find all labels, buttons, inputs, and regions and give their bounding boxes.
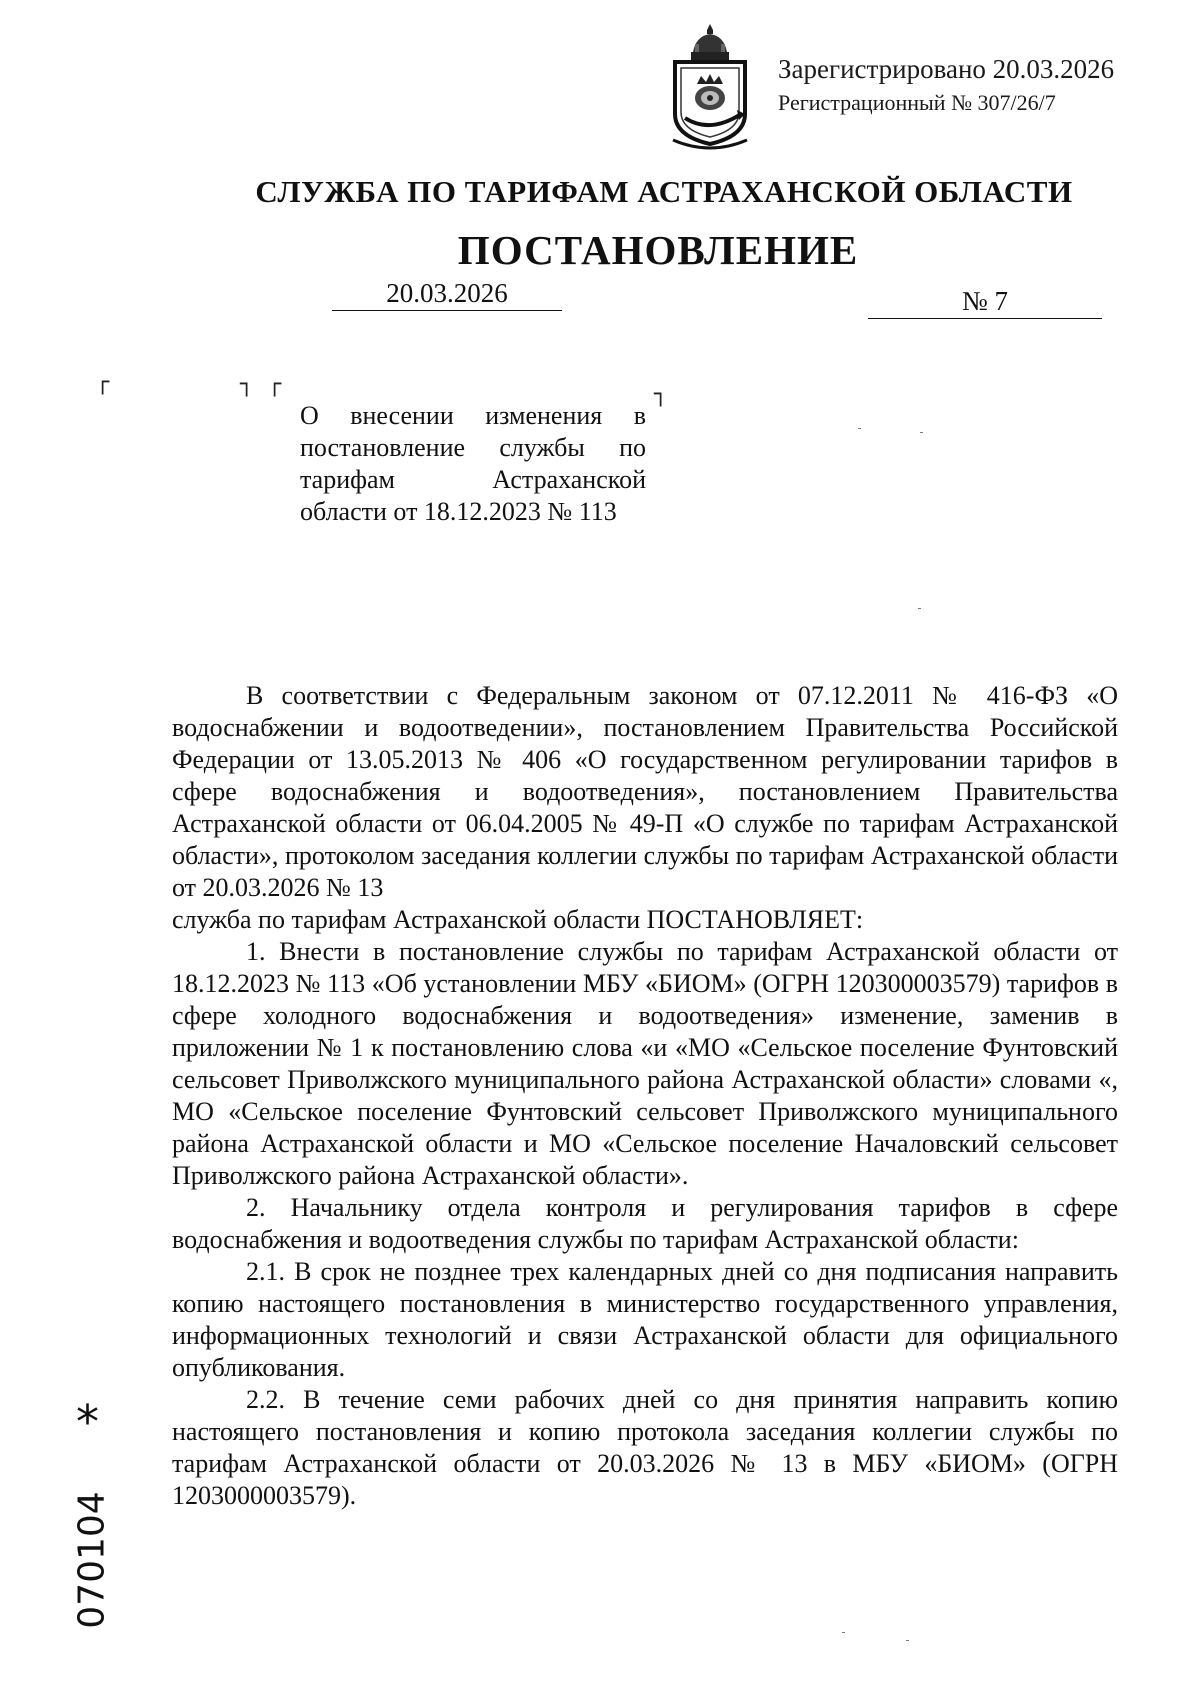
resolves-line: служба по тарифам Астраханской области ПОСТАНОВЛЯЕТ:	[172, 905, 864, 934]
scan-speck	[906, 1640, 909, 1641]
document-date: 20.03.2026	[332, 276, 562, 311]
clause-2-2: 2.2. В течение семи рабочих дней со дня принятия направить копию настоящего постановления и копию протокола заседания коллегии службы по тарифам Астраханской области от 20.03.2026 № 13 в МБУ «БИОМ» (ОГРН 1203000003579).	[172, 1385, 1118, 1510]
corner-mark-top-left: ┌	[96, 370, 110, 395]
corner-mark-top-right-b: ┐	[654, 382, 668, 407]
coat-of-arms-emblem	[663, 22, 757, 154]
document-body	[172, 680, 1118, 1512]
asterisk-mark: *	[76, 1395, 99, 1449]
corner-mark-top-left-b: ┌	[268, 372, 282, 397]
registration-number: Регистрационный № 307/26/7	[778, 90, 1056, 115]
registration-date: Зарегистрировано 20.03.2026	[778, 54, 1115, 84]
document-number: № 7	[868, 284, 1102, 319]
scan-speck	[918, 608, 921, 609]
scan-speck	[842, 1632, 845, 1633]
stamp-code: 070104	[71, 1491, 113, 1629]
scan-speck	[920, 432, 923, 433]
agency-name: СЛУЖБА ПО ТАРИФАМ АСТРАХАНСКОЙ ОБЛАСТИ	[255, 174, 1073, 209]
document-subject: О внесении изменения в постановление службы по тарифам Астраханской области от 18.12.2023 № 113	[300, 401, 646, 526]
preamble-paragraph: В соответствии с Федеральным законом от 07.12.2011 № 416-ФЗ «О водоснабжении и водоотведении», постановлением Правительства Российской Федерации от 13.05.2013 № 406 «О государственном регулировании тарифов в сфере водоснабжения и водоотведения», постановлением Правительства Астраханской области от 06.04.2005 № 49-П «О службе по тарифам Астраханской области», протоколом заседания коллегии службы по тарифам Астраханской области от 20.03.2026 № 13	[172, 681, 1118, 902]
corner-mark-top-right-a: ┐	[240, 372, 254, 397]
clause-2: 2. Начальнику отдела контроля и регулирования тарифов в сфере водоснабжения и водоотведения службы по тарифам Астраханской области:	[172, 1193, 1118, 1254]
document-type-title: ПОСТАНОВЛЕНИЕ	[457, 227, 859, 273]
clause-1: 1. Внести в постановление службы по тарифам Астраханской области от 18.12.2023 № 113 «Об установлении МБУ «БИОМ» (ОГРН 120300003579) тарифов в сфере холодного водоснабжения и водоотведения» изменение, заменив в приложении № 1 к постановлению слова «и «МО «Сельское поселение Фунтовский сельсовет Приволжского муниципального района Астраханской области» словами «, МО «Сельское поселение Фунтовский сельсовет Приволжского муниципального района Астраханской области и МО «Сельское поселение Началовский сельсовет Приволжского района Астраханской области».	[172, 937, 1118, 1190]
registration-block	[778, 52, 1114, 120]
scan-speck	[858, 428, 861, 429]
clause-2-1: 2.1. В срок не позднее трех календарных дней со дня подписания направить копию настоящего постановления в министерство государственного управления, информационных технологий и связи Астраханской области для официального опубликования.	[172, 1257, 1118, 1382]
side-stamp	[62, 1395, 122, 1685]
